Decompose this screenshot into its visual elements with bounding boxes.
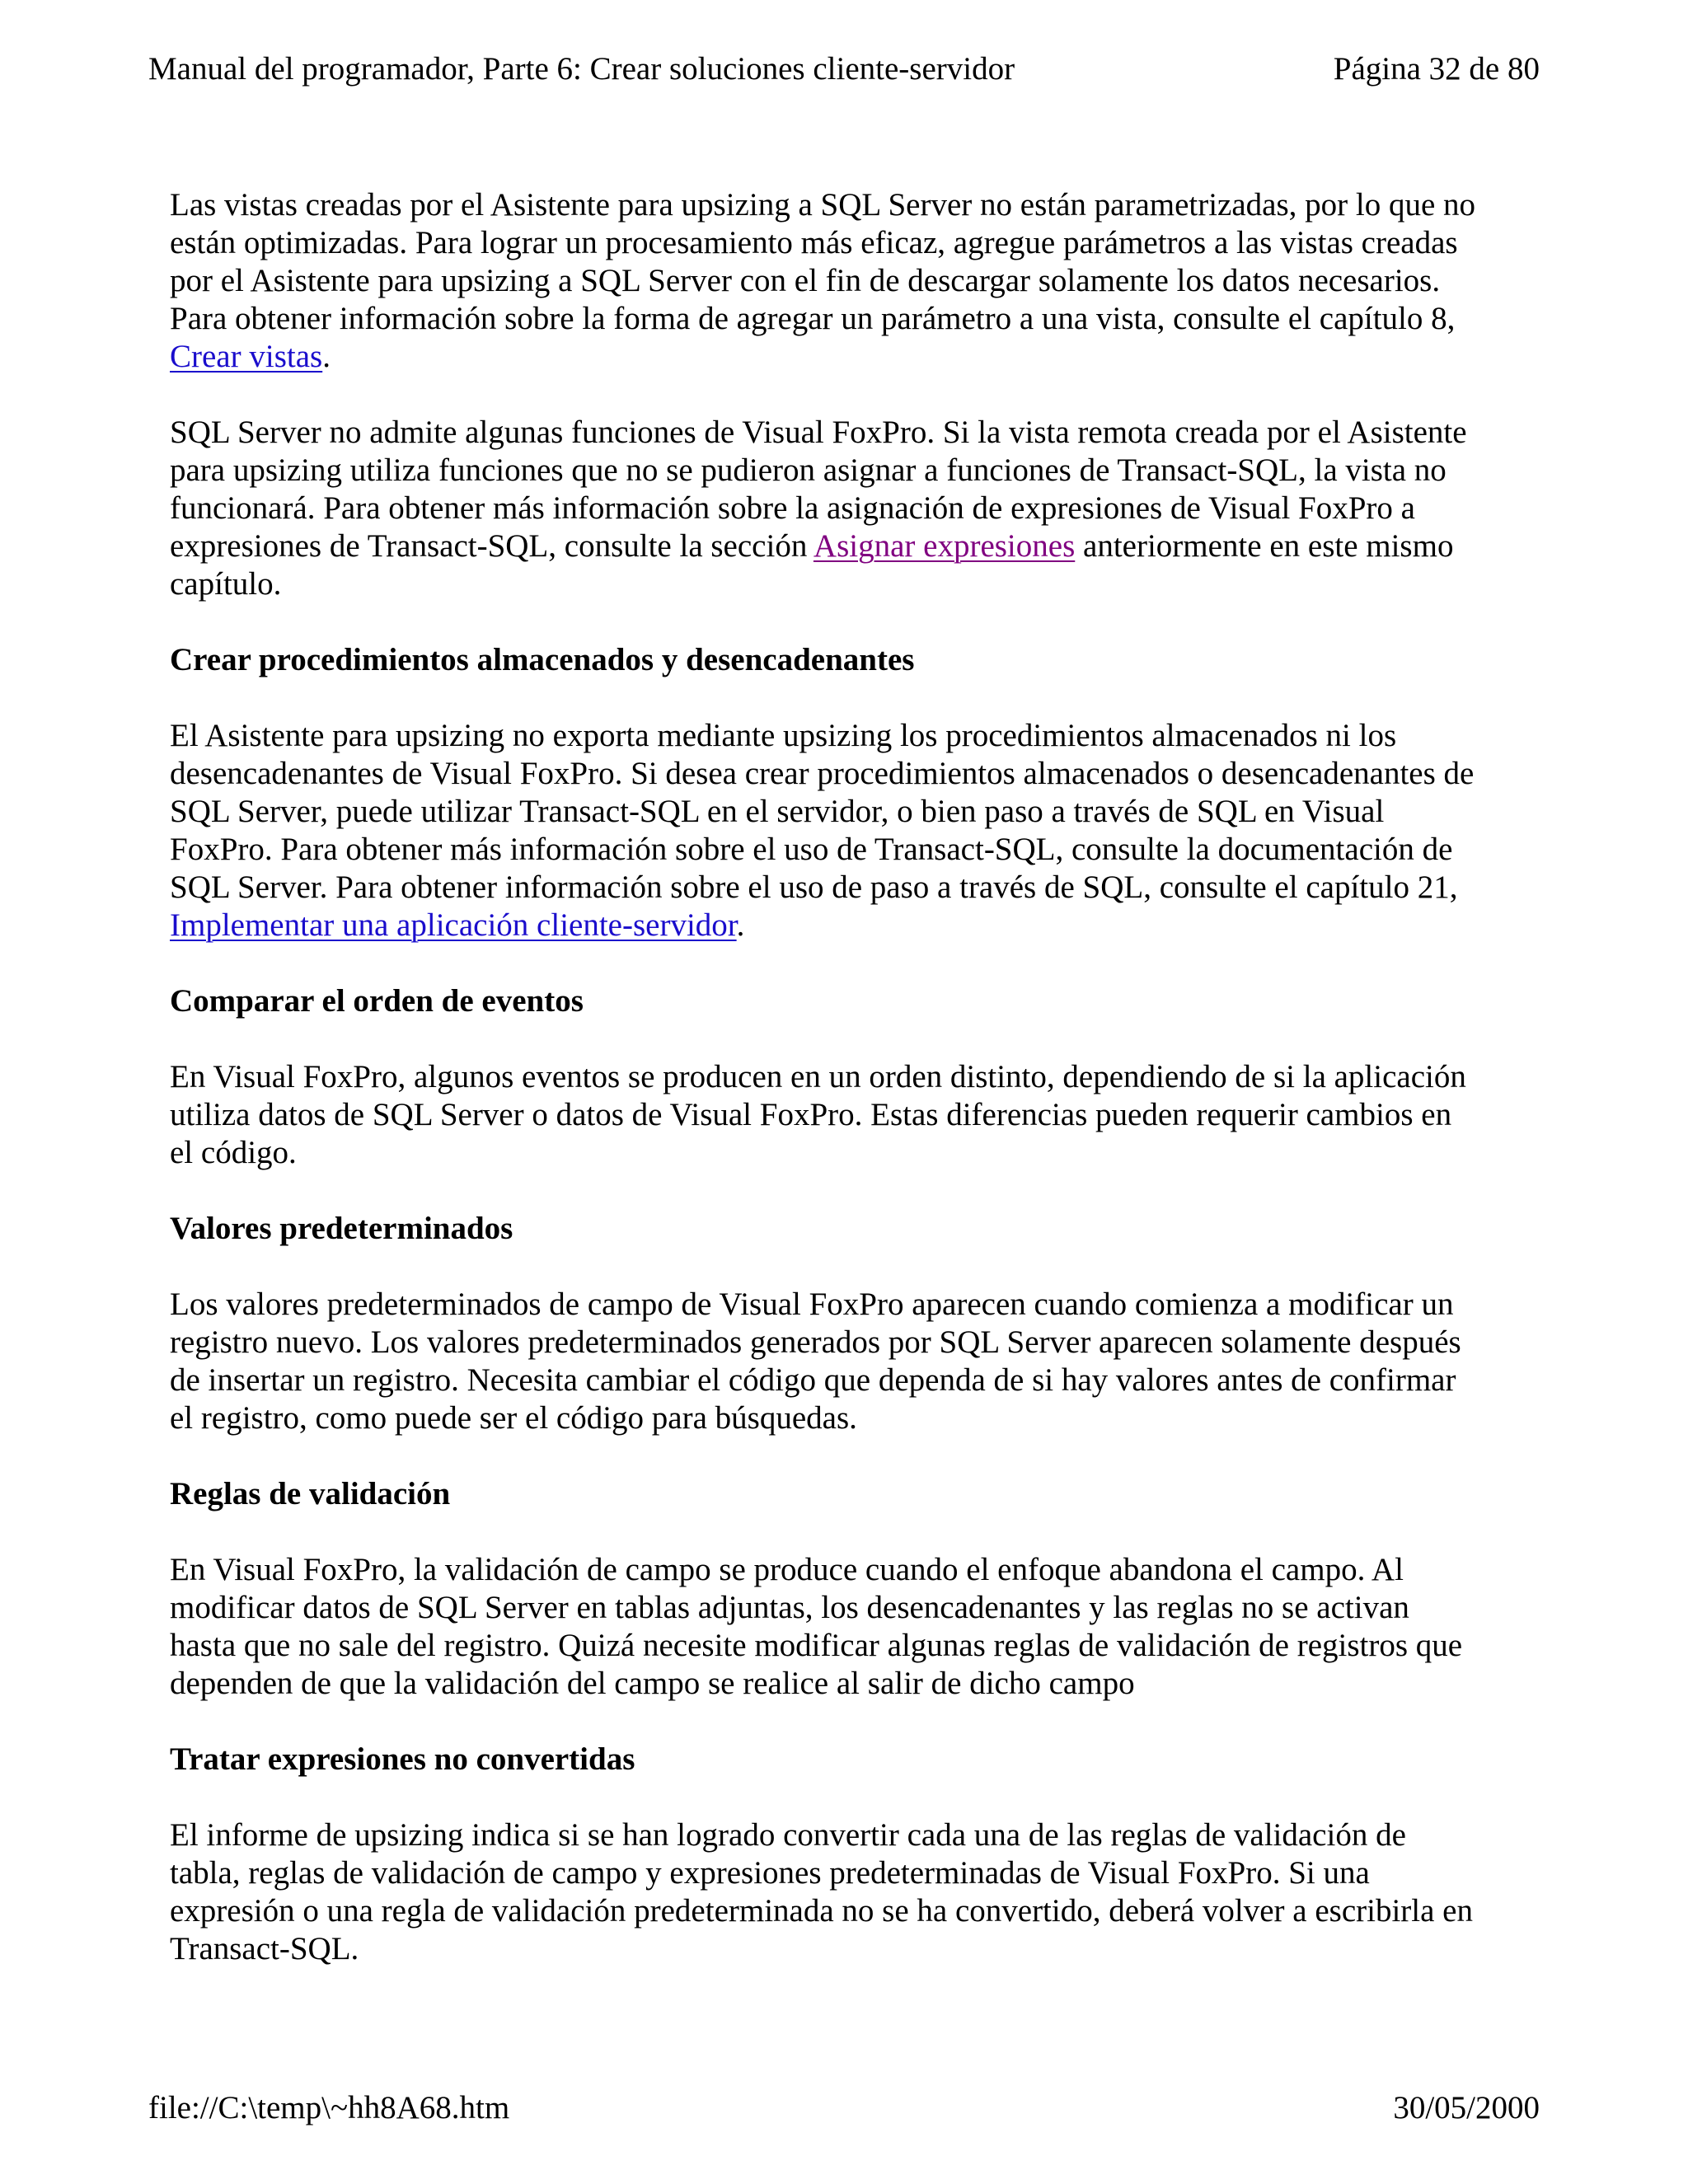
text-line: están optimizadas. Para lograr un procesamiento más eficaz, agregue parámetros a las vistas creadas	[170, 225, 1458, 260]
page-footer	[148, 2085, 1540, 2135]
text-line: FoxPro. Para obtener más información sobre el uso de Transact-SQL, consulte la documentación de	[170, 832, 1453, 867]
document-title: Manual del programador, Parte 6: Crear soluciones cliente-servidor	[148, 51, 1015, 87]
text-line: En Visual FoxPro, algunos eventos se producen en un orden distinto, dependiendo de si la aplicación	[170, 1059, 1466, 1094]
text-line: dependen de que la validación del campo se realice al salir de dicho campo	[170, 1666, 1135, 1701]
text-line: por el Asistente para upsizing a SQL Server con el fin de descargar solamente los datos necesarios.	[170, 263, 1441, 298]
text-line: Las vistas creadas por el Asistente para upsizing a SQL Server no están parametrizadas, por lo que no	[170, 187, 1476, 223]
paragraph-unconverted-expressions	[170, 1816, 1522, 1968]
text-line: de insertar un registro. Necesita cambiar el código que dependa de si hay valores antes de confirmar	[170, 1362, 1456, 1398]
text-line: capítulo.	[170, 566, 282, 602]
text-line: SQL Server. Para obtener información sobre el uso de paso a través de SQL, consulte el capítulo 21,	[170, 869, 1458, 905]
link-asignar-expresiones[interactable]: Asignar expresiones	[813, 528, 1076, 564]
text-line: Transact-SQL.	[170, 1931, 359, 1966]
text-line: hasta que no sale del registro. Quizá necesite modificar algunas reglas de validación de registros que	[170, 1628, 1463, 1663]
text-line: desencadenantes de Visual FoxPro. Si desea crear procedimientos almacenados o desencadenantes de	[170, 756, 1475, 791]
text-line: registro nuevo. Los valores predeterminados generados por SQL Server aparecen solamente después	[170, 1324, 1461, 1360]
page-number: Página 32 de 80	[1333, 51, 1540, 87]
text-line: el registro, como puede ser el código para búsquedas.	[170, 1400, 857, 1436]
heading-validation-rules: Reglas de validación	[170, 1476, 451, 1511]
text-line: El Asistente para upsizing no exporta mediante upsizing los procedimientos almacenados ni los	[170, 718, 1397, 753]
heading-stored-procedures: Crear procedimientos almacenados y desencadenantes	[170, 642, 915, 677]
heading-default-values: Valores predeterminados	[170, 1211, 513, 1246]
text-line: En Visual FoxPro, la validación de campo se produce cuando el enfoque abandona el campo. Al	[170, 1552, 1404, 1587]
document-body	[170, 186, 1522, 2006]
paragraph-event-order	[170, 1058, 1522, 1172]
text-line: utiliza datos de SQL Server o datos de Visual FoxPro. Estas diferencias pueden requerir cambios en	[170, 1097, 1452, 1132]
text-line: funcionará. Para obtener más información sobre la asignación de expresiones de Visual FoxPro a	[170, 490, 1415, 526]
link-crear-vistas[interactable]: Crear vistas	[170, 339, 323, 374]
text-line: SQL Server no admite algunas funciones de Visual FoxPro. Si la vista remota creada por el Asistente	[170, 415, 1467, 450]
page-header	[148, 46, 1540, 96]
file-path: file://C:\temp\~hh8A68.htm	[148, 2090, 510, 2125]
text-line: para upsizing utiliza funciones que no se pudieron asignar a funciones de Transact-SQL, la vista no	[170, 452, 1447, 488]
text-line: El informe de upsizing indica si se han logrado convertir cada una de las reglas de validación de	[170, 1817, 1406, 1853]
paragraph-default-values	[170, 1286, 1522, 1437]
heading-unconverted-expressions: Tratar expresiones no convertidas	[170, 1741, 635, 1777]
link-implementar-aplicacion[interactable]: Implementar una aplicación cliente-servidor	[170, 907, 737, 943]
text-line: Para obtener información sobre la forma de agregar un parámetro a una vista, consulte el capítulo 8,	[170, 301, 1456, 336]
text-line: modificar datos de SQL Server en tablas adjuntas, los desencadenantes y las reglas no se activan	[170, 1590, 1409, 1625]
text-line: expresión o una regla de validación predeterminada no se ha convertido, deberá volver a escribirla en	[170, 1893, 1473, 1929]
paragraph-stored-procedures	[170, 717, 1522, 944]
print-date: 30/05/2000	[1393, 2090, 1540, 2125]
text-line: Implementar una aplicación cliente-servidor.	[170, 907, 745, 943]
paragraph-validation-rules	[170, 1551, 1522, 1703]
heading-event-order: Comparar el orden de eventos	[170, 983, 584, 1019]
paragraph-views-parametrization	[170, 186, 1522, 376]
text-line: Los valores predeterminados de campo de Visual FoxPro aparecen cuando comienza a modificar un	[170, 1286, 1454, 1322]
text-line: SQL Server, puede utilizar Transact-SQL en el servidor, o bien paso a través de SQL en Visual	[170, 794, 1385, 829]
text-line: tabla, reglas de validación de campo y expresiones predeterminadas de Visual FoxPro. Si una	[170, 1855, 1370, 1891]
text-line: Crear vistas.	[170, 339, 331, 374]
paragraph-unsupported-functions	[170, 414, 1522, 603]
text-line: el código.	[170, 1135, 297, 1170]
text-line: expresiones de Transact-SQL, consulte la sección Asignar expresiones anteriormente en este mismo	[170, 528, 1454, 564]
